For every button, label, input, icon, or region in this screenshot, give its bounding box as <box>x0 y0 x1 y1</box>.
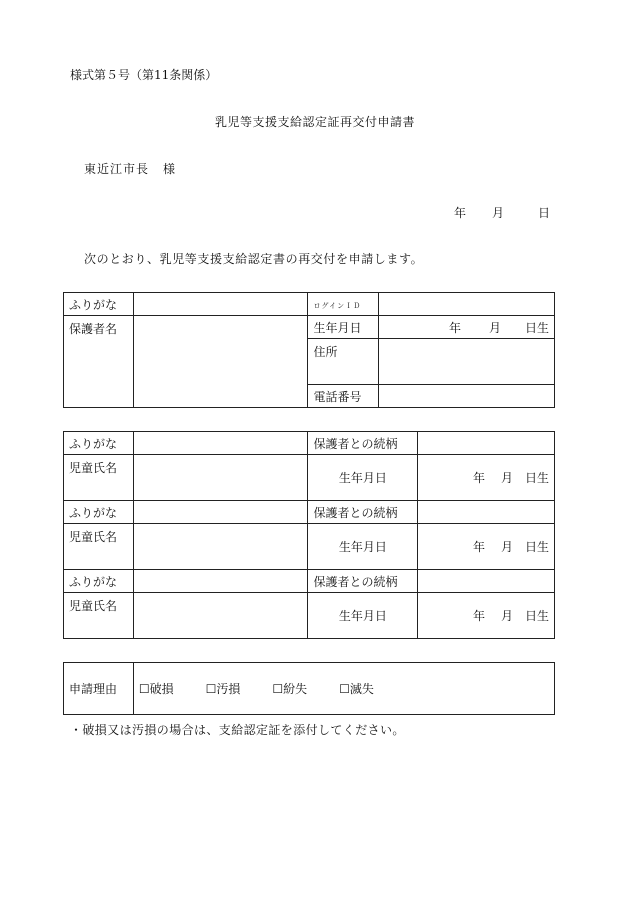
guardian-furigana-field[interactable] <box>133 293 308 316</box>
child-birth-day: 日生 <box>524 540 549 554</box>
address-label: 住所 <box>308 339 379 385</box>
intro-text: 次のとおり、乳児等支援支給認定書の再交付を申請します。 <box>84 252 424 266</box>
child-birth-year: 年 <box>472 609 485 623</box>
addressee-suffix: 様 <box>163 162 177 176</box>
guardian-name-label: 保護者名 <box>64 316 134 408</box>
guardian-name-field[interactable] <box>133 316 308 408</box>
phone-label: 電話番号 <box>308 385 379 408</box>
child-birth-month: 月 <box>500 540 513 554</box>
child-furigana-field[interactable] <box>133 501 308 524</box>
guardian-birth-label: 生年月日 <box>308 316 379 339</box>
login-id-label: ログインＩＤ <box>308 293 379 316</box>
document-title: 乳児等支援支給認定証再交付申請書 <box>214 115 415 129</box>
child-name-field[interactable] <box>133 524 308 570</box>
reason-option-damaged[interactable]: ☐破損 <box>138 682 174 696</box>
relation-field[interactable] <box>418 501 555 524</box>
child-furigana-field[interactable] <box>133 432 308 455</box>
child-birth-day: 日生 <box>524 609 549 623</box>
child-birth-label: 生年月日 <box>308 524 418 570</box>
child-birth-day: 日生 <box>524 471 549 485</box>
application-date <box>454 204 550 221</box>
child-furigana-label: ふりがな <box>64 432 134 455</box>
child-birth-field[interactable] <box>418 455 555 501</box>
addressee <box>84 160 176 177</box>
date-year: 年 <box>454 206 467 220</box>
child-name-label: 児童氏名 <box>64 524 134 570</box>
child-name-field[interactable] <box>133 593 308 639</box>
form-number: 様式第５号（第11条関係） <box>70 68 218 82</box>
child-birth-year: 年 <box>472 471 485 485</box>
child-birth-month: 月 <box>500 471 513 485</box>
addressee-name: 東近江市長 <box>84 162 150 176</box>
child-birth-label: 生年月日 <box>308 593 418 639</box>
child-birth-field[interactable] <box>418 593 555 639</box>
guardian-birth-day: 日生 <box>524 320 549 335</box>
guardian-furigana-label: ふりがな <box>64 293 134 316</box>
relation-label: 保護者との続柄 <box>308 570 418 593</box>
guardian-birth-field[interactable] <box>379 316 555 339</box>
children-table <box>63 431 555 639</box>
login-id-field[interactable] <box>379 293 555 316</box>
reason-options <box>133 663 554 715</box>
child-birth-field[interactable] <box>418 524 555 570</box>
phone-field[interactable] <box>379 385 555 408</box>
date-month: 月 <box>492 206 505 220</box>
relation-label: 保護者との続柄 <box>308 432 418 455</box>
guardian-table <box>63 292 555 408</box>
reason-label: 申請理由 <box>64 663 134 715</box>
relation-label: 保護者との続柄 <box>308 501 418 524</box>
relation-field[interactable] <box>418 570 555 593</box>
address-field[interactable] <box>379 339 555 385</box>
guardian-birth-year: 年 <box>448 320 461 335</box>
child-birth-year: 年 <box>472 540 485 554</box>
guardian-birth-month: 月 <box>488 320 501 335</box>
reason-table <box>63 662 555 715</box>
child-name-label: 児童氏名 <box>64 593 134 639</box>
reason-option-lost[interactable]: ☐紛失 <box>272 682 308 696</box>
child-furigana-label: ふりがな <box>64 570 134 593</box>
child-furigana-field[interactable] <box>133 570 308 593</box>
relation-field[interactable] <box>418 432 555 455</box>
attachment-note: ・破損又は汚損の場合は、支給認定証を添付してください。 <box>70 723 405 737</box>
date-day: 日 <box>538 206 551 220</box>
child-furigana-label: ふりがな <box>64 501 134 524</box>
child-name-label: 児童氏名 <box>64 455 134 501</box>
reason-option-destroyed[interactable]: ☐滅失 <box>339 682 374 696</box>
reason-option-soiled[interactable]: ☐汚損 <box>205 682 241 696</box>
child-birth-label: 生年月日 <box>308 455 418 501</box>
child-birth-month: 月 <box>500 609 513 623</box>
child-name-field[interactable] <box>133 455 308 501</box>
